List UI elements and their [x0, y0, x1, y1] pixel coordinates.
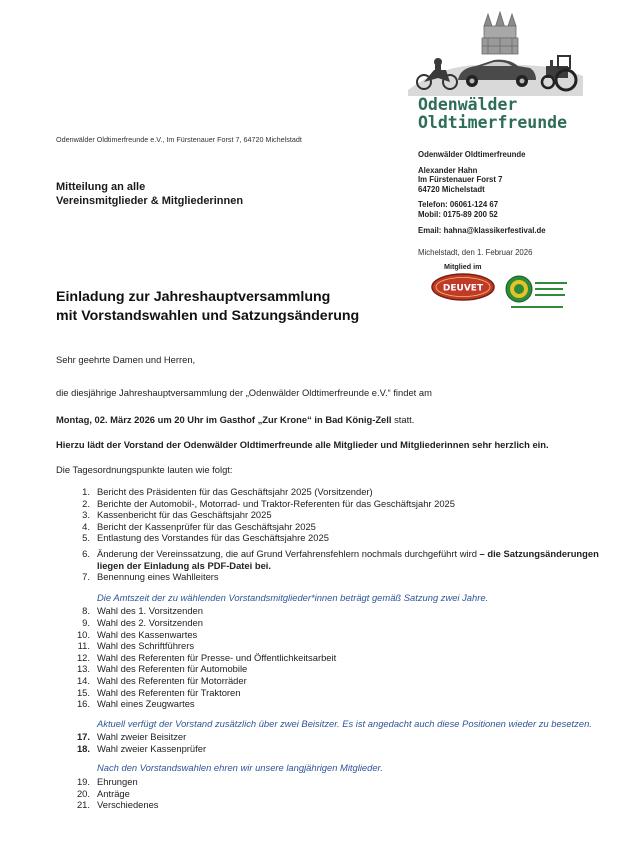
agenda-item-text: Wahl des Referenten für Traktoren: [97, 686, 241, 698]
agenda-item-number: 9.: [82, 616, 90, 628]
agenda-item-number: 19.: [76, 776, 90, 788]
agenda-item: [56, 799, 616, 811]
contact-mobile: Mobil: 0175-89 200 52: [418, 209, 498, 219]
sender-address-line: Odenwälder Oldtimerfreunde e.V., Im Fürstenauer Forst 7, 64720 Michelstadt: [56, 135, 302, 144]
agenda-item-text: Wahl des Kassenwartes: [97, 628, 198, 640]
agenda-note: Aktuell verfügt der Vorstand zusätzlich über zwei Beisitzer. Es ist angedacht auch diese Positionen wieder zu besetzen.: [97, 717, 592, 729]
agenda-item: [56, 629, 616, 641]
agenda-item-text: Wahl des Schriftführers: [97, 640, 195, 652]
contact-org: Odenwälder Oldtimerfreunde: [418, 150, 526, 159]
agenda-note: Die Amtszeit der zu wählenden Vorstandsmitglieder*innen beträgt gemäß Satzung zwei Jahre.: [97, 591, 489, 603]
agenda-item-text: Entlastung des Vorstandes für das Geschäftsjahre 2025: [97, 532, 329, 544]
agenda-item-number: 14.: [76, 674, 90, 686]
agenda-item: [56, 617, 616, 629]
agenda-item-text: Benennung eines Wahlleiters: [97, 571, 219, 583]
agenda-item-number: 2.: [82, 497, 90, 509]
meeting-suffix: statt.: [391, 414, 415, 425]
page-title: [56, 288, 359, 326]
agenda-item: [56, 509, 616, 521]
agenda-item-number: 10.: [76, 628, 90, 640]
agenda-item-text: Anträge: [97, 787, 130, 799]
agenda-item-text: Kassenbericht für das Geschäftsjahr 2025: [97, 509, 272, 521]
salutation: Sehr geehrte Damen und Herren,: [56, 354, 196, 365]
recipient-line-1: Mitteilung an alle: [56, 181, 146, 193]
vehicles-illustration-icon: [408, 10, 583, 96]
deuvet-logo: [430, 272, 496, 307]
agenda-item-text: Wahl des Referenten für Automobile: [97, 663, 248, 675]
agenda-item: [56, 776, 616, 788]
agenda-item-text: Berichte der Automobil-, Motorrad- und Traktor-Referenten für das Geschäftsjahr 2025: [97, 497, 455, 509]
invitation-paragraph: Hierzu lädt der Vorstand der Odenwälder Oldtimerfreunde alle Mitglieder und Mitgliederinnen sehr herzlich ein.: [56, 439, 549, 450]
agenda-item-number: 13.: [76, 663, 90, 675]
agenda-note: Nach den Vorstandswahlen ehren wir unsere langjährigen Mitglieder.: [97, 762, 383, 774]
deuvet-label: DEUVET: [442, 283, 484, 294]
meeting-text: Montag, 02. März 2026 um 20 Uhr im Gasthof „Zur Krone“ in Bad König-Zell: [56, 414, 392, 425]
agenda-item-number: 7.: [82, 571, 90, 583]
letter-date: Michelstadt, den 1. Februar 2026: [418, 248, 533, 257]
agenda-item-text: Wahl zweier Beisitzer: [97, 731, 187, 743]
agenda-item-number: 15.: [76, 686, 90, 698]
agenda-item: [56, 687, 616, 699]
agenda-item-text: Ehrungen: [97, 776, 138, 788]
agenda-item-number: 3.: [82, 509, 90, 521]
agenda-item-number: 5.: [82, 532, 90, 544]
agenda-item-text: Wahl eines Zeugwartes: [97, 698, 195, 710]
agenda-item-bold-text: – die Satzungsänderungen liegen der Einladung als PDF-Datei bei.: [97, 547, 599, 571]
agenda-item-number: 4.: [82, 520, 90, 532]
agenda-item-number: 6.: [82, 547, 90, 559]
agenda-item: [56, 663, 616, 675]
partner-association-logo: [503, 274, 573, 319]
agenda-item-number: 20.: [76, 787, 90, 799]
agenda-list: [56, 486, 616, 811]
agenda-item-text: Wahl des Referenten für Presse- und Öffentlichkeitsarbeit: [97, 651, 337, 663]
agenda-item-number: 12.: [76, 651, 90, 663]
agenda-item: [56, 532, 616, 544]
agenda-item: [56, 698, 616, 710]
logo-wordmark: [418, 96, 567, 132]
agenda-item-number: 8.: [82, 605, 90, 617]
agenda-item-text: Änderung der Vereinssatzung, die auf Grund Verfahrensfehlern nochmals durchgeführt wird: [97, 547, 480, 559]
agenda-item-text: Wahl des 1. Vorsitzenden: [97, 605, 203, 617]
member-label: Mitglied im: [444, 262, 482, 271]
recipient-block: [56, 180, 243, 208]
agenda-item-number: 11.: [77, 640, 90, 652]
agenda-item-text: Verschiedenes: [97, 799, 159, 811]
contact-email: Email: hahna@klassikerfestival.de: [418, 225, 546, 235]
agenda-item-number: 17.: [76, 731, 90, 743]
agenda-item: [56, 640, 616, 652]
meeting-details: [56, 414, 414, 425]
recipient-line-2: Vereinsmitglieder & Mitgliederinnen: [56, 195, 244, 207]
contact-phone: Telefon: 06061-124 67: [418, 200, 499, 210]
club-logo: [408, 10, 583, 138]
agenda-item-number: 1.: [82, 486, 90, 497]
logo-line-1: Odenwälder: [418, 95, 518, 114]
agenda-item-text: Wahl des Referenten für Motorräder: [97, 674, 247, 686]
agenda-item-number: 16.: [76, 698, 90, 710]
agenda-item: [56, 743, 616, 755]
agenda-item: [56, 788, 616, 800]
agenda-item-text: Wahl zweier Kassenprüfer: [97, 742, 207, 754]
agenda-item: [56, 521, 616, 533]
contact-name: Alexander Hahn: [418, 165, 478, 175]
agenda-item: [56, 652, 616, 664]
agenda-item: [56, 731, 616, 743]
agenda-item: [56, 498, 616, 510]
agenda-item-text: Wahl des 2. Vorsitzenden: [97, 616, 203, 628]
agenda-item: [56, 571, 616, 583]
contact-street: Im Fürstenauer Forst 7: [418, 175, 503, 185]
agenda-item-text: Bericht des Präsidenten für das Geschäftsjahr 2025 (Vorsitzender): [97, 486, 373, 497]
title-line-2: mit Vorstandswahlen und Satzungsänderung: [56, 308, 360, 324]
contact-block: [418, 150, 546, 235]
agenda-item: [56, 675, 616, 687]
agenda-intro: Die Tagesordnungspunkte lauten wie folgt:: [56, 464, 233, 475]
contact-city: 64720 Michelstadt: [418, 184, 485, 194]
intro-paragraph: die diesjährige Jahreshauptversammlung der „Odenwälder Oldtimerfreunde e.V.“ findet am: [56, 387, 432, 398]
agenda-item-number: 21.: [76, 799, 90, 811]
agenda-item-number: 18.: [76, 742, 90, 754]
agenda-item: [56, 548, 616, 571]
agenda-item: [56, 486, 616, 498]
agenda-item: [56, 605, 616, 617]
title-line-1: Einladung zur Jahreshauptversammlung: [56, 289, 331, 305]
logo-line-2: Oldtimerfreunde: [418, 113, 568, 132]
agenda-item-text: Bericht der Kassenprüfer für das Geschäftsjahr 2025: [97, 520, 316, 532]
